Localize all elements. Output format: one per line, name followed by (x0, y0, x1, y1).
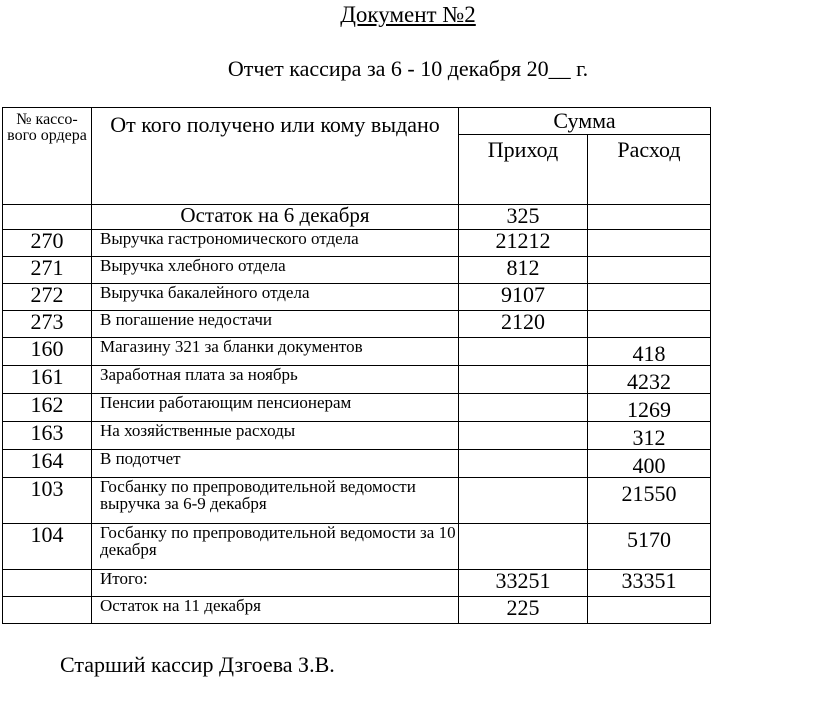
total-income: 33251 (459, 570, 588, 597)
income-cell: 2120 (459, 311, 588, 338)
order-number-cell: 163 (3, 422, 92, 450)
income-cell (459, 422, 588, 450)
description-cell: Выручка хлебного отдела (92, 257, 459, 284)
header-order-number: № кассо-вого ордера (3, 108, 92, 205)
closing-balance-label: Остаток на 11 декабря (92, 597, 459, 624)
description-cell: Госбанку по препроводительной ведомости за 10 декабря (92, 524, 459, 570)
order-number-cell: 104 (3, 524, 92, 570)
signature: Старший кассир Дзгоева З.В. (60, 652, 335, 677)
description-cell: Выручка гастрономического отдела (92, 230, 459, 257)
income-cell (459, 450, 588, 478)
expense-cell (588, 311, 711, 338)
order-number-cell: 164 (3, 450, 92, 478)
opening-no-cell (3, 205, 92, 230)
description-cell: Выручка бакалейного отдела (92, 284, 459, 311)
closing-expense-cell (588, 597, 711, 624)
expense-cell: 1269 (588, 394, 711, 422)
description-cell: В подотчет (92, 450, 459, 478)
income-cell: 812 (459, 257, 588, 284)
closing-no-cell (3, 597, 92, 624)
table-row (3, 311, 711, 338)
description-cell: Госбанку по препроводительной ведомости выручка за 6-9 декабря (92, 478, 459, 524)
expense-cell: 312 (588, 422, 711, 450)
header-description: От кого получено или кому выдано (92, 108, 459, 205)
header-row (3, 108, 711, 135)
table-row (3, 284, 711, 311)
table-row (3, 366, 711, 394)
table-row (3, 422, 711, 450)
income-cell (459, 524, 588, 570)
order-number-cell: 270 (3, 230, 92, 257)
table-row (3, 524, 711, 570)
income-cell: 21212 (459, 230, 588, 257)
expense-cell: 21550 (588, 478, 711, 524)
opening-balance-income: 325 (459, 205, 588, 230)
description-cell: Магазину 321 за бланки документов (92, 338, 459, 366)
header-expense: Расход (588, 135, 711, 205)
header-sum: Сумма (459, 108, 711, 135)
order-number-cell: 273 (3, 311, 92, 338)
expense-cell (588, 257, 711, 284)
income-cell (459, 366, 588, 394)
expense-cell: 5170 (588, 524, 711, 570)
total-no-cell (3, 570, 92, 597)
table-row (3, 230, 711, 257)
table-row (3, 257, 711, 284)
table-row (3, 338, 711, 366)
total-expense: 33351 (588, 570, 711, 597)
closing-balance-income: 225 (459, 597, 588, 624)
order-number-cell: 272 (3, 284, 92, 311)
order-number-cell: 162 (3, 394, 92, 422)
income-cell (459, 338, 588, 366)
expense-cell: 400 (588, 450, 711, 478)
order-number-cell: 271 (3, 257, 92, 284)
order-number-cell: 161 (3, 366, 92, 394)
opening-balance-label: Остаток на 6 декабря (92, 205, 459, 230)
report-title: Отчет кассира за 6 - 10 декабря 20__ г. (227, 56, 589, 81)
description-cell: На хозяйственные расходы (92, 422, 459, 450)
income-cell (459, 394, 588, 422)
document-title: Документ №2 (340, 2, 476, 27)
description-cell: В погашение недостачи (92, 311, 459, 338)
table-row (3, 478, 711, 524)
header-income: Приход (459, 135, 588, 205)
closing-balance-row (3, 597, 711, 624)
expense-cell: 418 (588, 338, 711, 366)
income-cell: 9107 (459, 284, 588, 311)
opening-expense-cell (588, 205, 711, 230)
expense-cell: 4232 (588, 366, 711, 394)
table-row (3, 394, 711, 422)
expense-cell (588, 284, 711, 311)
description-cell: Пенсии работающим пенсионерам (92, 394, 459, 422)
table-body (3, 230, 711, 570)
description-cell: Заработная плата за ноябрь (92, 366, 459, 394)
opening-balance-row (3, 205, 711, 230)
order-number-cell: 103 (3, 478, 92, 524)
cash-report-table (2, 107, 711, 624)
income-cell (459, 478, 588, 524)
expense-cell (588, 230, 711, 257)
table-row (3, 450, 711, 478)
order-number-cell: 160 (3, 338, 92, 366)
total-label: Итого: (92, 570, 459, 597)
total-row (3, 570, 711, 597)
